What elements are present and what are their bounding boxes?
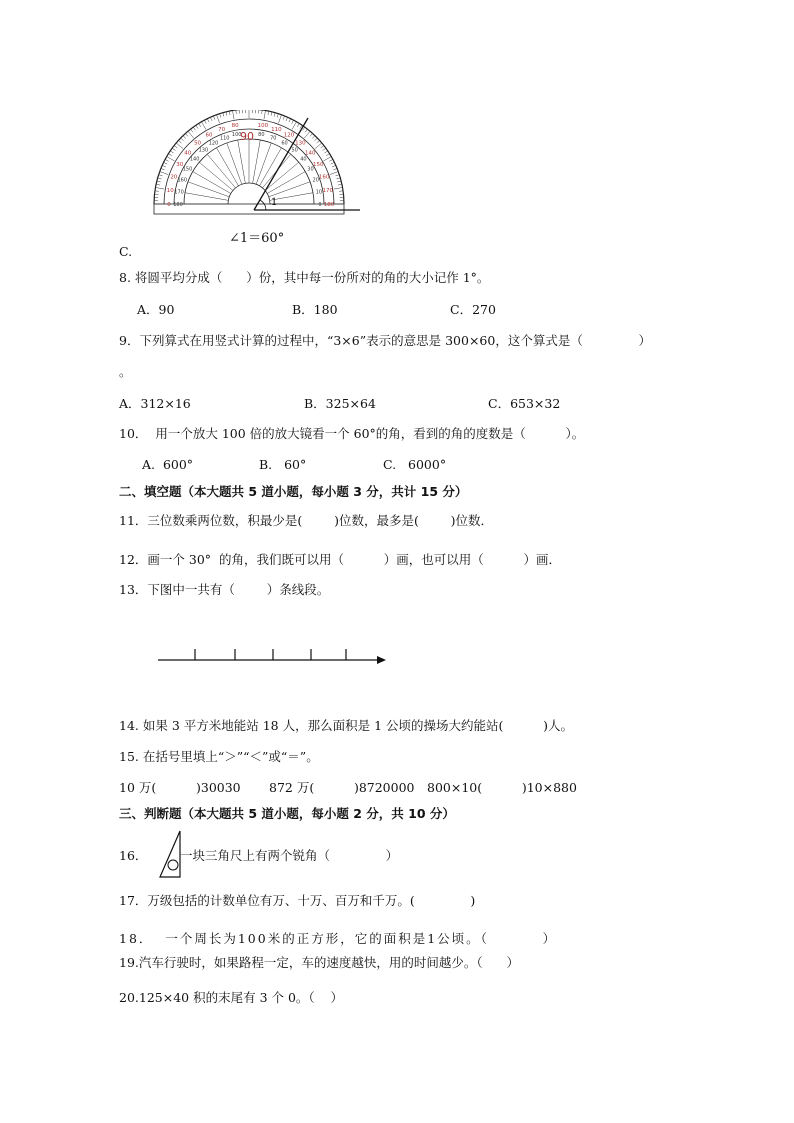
protractor-inner-label: 50 <box>291 147 298 154</box>
protractor-tick <box>333 168 337 169</box>
triangle-ruler-icon <box>158 829 182 881</box>
q10-option-b: B. 60° <box>259 457 307 472</box>
protractor-tick <box>226 112 227 116</box>
protractor-tick <box>278 115 281 123</box>
protractor-tick <box>321 146 324 148</box>
protractor-tick <box>310 133 313 136</box>
protractor-tick <box>268 111 269 115</box>
protractor-tick <box>292 122 297 130</box>
question-12: 12．画一个 30° 的角，我们既可以用（ ）画，也可以用（ ）画． <box>119 552 561 567</box>
protractor-tick <box>336 178 340 179</box>
protractor-degree-label: 60 <box>205 132 213 139</box>
protractor-tick <box>336 175 340 176</box>
protractor-tick <box>339 191 343 192</box>
protractor-tick <box>283 116 284 120</box>
option-c-q7: C. <box>119 244 133 259</box>
protractor-tick <box>220 114 221 118</box>
protractor-tick <box>286 117 288 121</box>
protractor-tick <box>164 162 168 164</box>
protractor-degree-label: 150 <box>313 162 324 168</box>
question-13: 13．下图中一共有（ ）条线段。 <box>119 582 330 597</box>
protractor-tick <box>289 119 291 123</box>
protractor-degree-label: 10 <box>166 188 174 195</box>
protractor-degree-label: 180 <box>323 202 335 208</box>
protractor-tick <box>264 110 266 119</box>
q9-option-c: C．653×32 <box>488 396 561 411</box>
protractor-tick <box>159 175 163 176</box>
protractor-tick <box>323 148 326 150</box>
protractor-inner-label: 70 <box>270 135 277 142</box>
protractor-tick <box>229 111 230 115</box>
protractor-tick <box>155 191 159 192</box>
protractor-tick <box>191 129 193 132</box>
protractor-tick <box>157 181 161 182</box>
protractor-tick <box>213 116 214 120</box>
protractor-tick <box>271 112 272 116</box>
protractor-tick <box>170 151 173 153</box>
protractor-inner-label: 100 <box>231 132 242 139</box>
protractor-tick <box>178 140 181 143</box>
q8-option-b: B．180 <box>292 302 338 317</box>
question-16-text: 一块三角尺上有两个锐角（ ） <box>180 848 399 863</box>
protractor-degree-label: 50 <box>194 140 202 147</box>
protractor-tick <box>204 120 206 124</box>
protractor-degree-label: 40 <box>184 150 192 157</box>
question-14: 14. 如果 3 平方米地能站 18 人，那么面积是 1 公顷的操场大约能站( )人。 <box>119 718 573 733</box>
protractor-inner-label: 150 <box>182 166 193 173</box>
q8-option-c: C．270 <box>450 302 496 317</box>
protractor-degree-label: 20 <box>170 174 178 181</box>
question-16-number: 16． <box>119 848 148 863</box>
question-20: 20.125×40 积的末尾有 3 个 0。（ ） <box>119 990 344 1005</box>
protractor-tick <box>161 168 165 169</box>
protractor-inner-label: 0 <box>318 202 322 208</box>
protractor-tick <box>324 151 327 153</box>
protractor-tick <box>326 154 329 156</box>
protractor-tick <box>338 184 342 185</box>
protractor-tick <box>330 172 338 175</box>
protractor-tick <box>323 157 331 162</box>
question-15: 15. 在括号里填上“＞”“＜”或“＝”。 <box>119 749 319 764</box>
protractor-tick <box>297 123 299 126</box>
protractor-degree-label: 120 <box>283 132 295 139</box>
protractor-tick <box>329 159 333 161</box>
protractor-degree-label: 30 <box>176 162 184 168</box>
protractor-tick <box>167 157 175 162</box>
q9-option-a: A．312×16 <box>119 396 191 411</box>
protractor-spoke <box>199 162 233 190</box>
question-8: 8. 将圆平均分成（ ）份，其中每一份所对的角的大小记作 1°。 <box>119 270 490 285</box>
protractor-figure <box>150 110 370 225</box>
protractor-tick <box>337 181 341 182</box>
protractor-spoke <box>265 162 299 190</box>
protractor-tick <box>185 133 188 136</box>
protractor-inner-label: 170 <box>174 189 184 196</box>
q15-expression-1: 10 万( )30030 <box>119 780 241 795</box>
protractor-tick <box>183 136 186 139</box>
question-10: 10． 用一个放大 100 倍的放大镜看一个 60°的角，看到的角的度数是（ ）。 <box>119 426 585 441</box>
section-3-title: 三、判断题（本大题共 5 道小题，每小题 2 分，共 10 分） <box>119 806 455 821</box>
protractor-tick <box>193 127 195 130</box>
protractor-tick <box>174 146 177 148</box>
protractor-tick <box>202 122 207 130</box>
protractor-tick <box>181 138 184 141</box>
protractor-tick <box>210 117 212 121</box>
protractor-tick <box>277 114 278 118</box>
q15-expression-3: 800×10( )10×880 <box>427 780 577 795</box>
protractor-tick <box>223 113 224 117</box>
protractor-degree-label: 130 <box>295 140 306 147</box>
protractor-inner-label: 120 <box>208 140 219 147</box>
protractor-tick <box>217 115 220 123</box>
protractor-tick <box>274 113 275 117</box>
protractor-degree-label: 110 <box>271 126 282 133</box>
protractor-tick <box>162 165 166 167</box>
question-17: 17．万级包括的计数单位有万、十万、百万和千万。( ) <box>119 893 476 908</box>
angle-caption: ∠1＝60° <box>229 231 285 246</box>
protractor-tick <box>292 120 294 124</box>
protractor-inner-label: 160 <box>177 177 188 184</box>
protractor-top-label: 90 <box>240 130 254 143</box>
protractor-tick <box>168 154 171 156</box>
protractor-tick <box>160 172 168 175</box>
line-segment-figure <box>155 645 390 667</box>
q15-expression-2: 872 万( )8720000 <box>269 780 415 795</box>
protractor-tick <box>196 125 198 128</box>
protractor-inner-label: 30 <box>307 166 314 173</box>
protractor-tick <box>233 110 235 119</box>
question-9-tail: 。 <box>119 364 132 379</box>
protractor-inner-label: 60 <box>281 140 288 147</box>
protractor-degree-label: 170 <box>322 188 334 195</box>
protractor-degree-label: 80 <box>231 123 239 130</box>
protractor-tick <box>314 138 317 141</box>
question-9: 9．下列算式在用竖式计算的过程中，“3×6”表示的意思是 300×60，这个算式是（ ） <box>119 333 651 348</box>
q9-option-b: B．325×64 <box>304 396 376 411</box>
protractor-tick <box>334 188 343 190</box>
protractor-inner-label: 10 <box>315 189 323 196</box>
protractor-degree-label: 160 <box>318 174 330 181</box>
protractor-tick <box>236 110 237 114</box>
protractor-tick <box>155 188 164 190</box>
protractor-degree-label: 140 <box>305 150 316 157</box>
protractor-tick <box>165 159 169 161</box>
q8-option-a: A．90 <box>137 302 175 317</box>
protractor-inner-label: 130 <box>198 147 209 154</box>
q10-option-c: C. 6000° <box>383 457 447 472</box>
protractor-inner-label: 80 <box>258 132 265 139</box>
protractor-tick <box>199 123 201 126</box>
protractor-tick <box>158 178 162 179</box>
question-18: 18． 一个周长为100米的正方形，它的面积是1公顷。（ ） <box>119 931 558 946</box>
protractor-degree-label: 0 <box>167 202 171 208</box>
protractor-tick <box>312 136 315 139</box>
protractor-spoke <box>207 154 235 188</box>
protractor-inner-label: 110 <box>219 135 230 142</box>
protractor-tick <box>332 165 336 167</box>
question-11: 11．三位数乘两位数，积最少是( )位数，最多是( )位数． <box>119 513 493 528</box>
protractor-tick <box>305 129 307 132</box>
protractor-degree-label: 100 <box>257 123 269 130</box>
protractor-inner-label: 140 <box>189 156 200 163</box>
q10-option-a: A. 600° <box>142 457 194 472</box>
protractor-tick <box>172 148 175 150</box>
protractor-tick <box>156 184 160 185</box>
protractor-inner-label: 20 <box>312 177 319 184</box>
protractor-tick <box>262 110 263 114</box>
protractor-inner-label: 40 <box>300 156 307 163</box>
protractor-degree-label: 70 <box>218 126 226 133</box>
protractor-tick <box>317 140 320 143</box>
angle-mark: 1 <box>271 197 278 208</box>
protractor-inner-label: 180 <box>173 202 183 208</box>
question-19: 19.汽车行驶时，如果路程一定，车的速度越快，用的时间越少。（ ） <box>119 955 519 970</box>
protractor-tick <box>331 162 335 164</box>
section-2-title: 二、填空题（本大题共 5 道小题，每小题 3 分，共计 15 分） <box>119 484 468 499</box>
protractor-tick <box>207 119 209 123</box>
